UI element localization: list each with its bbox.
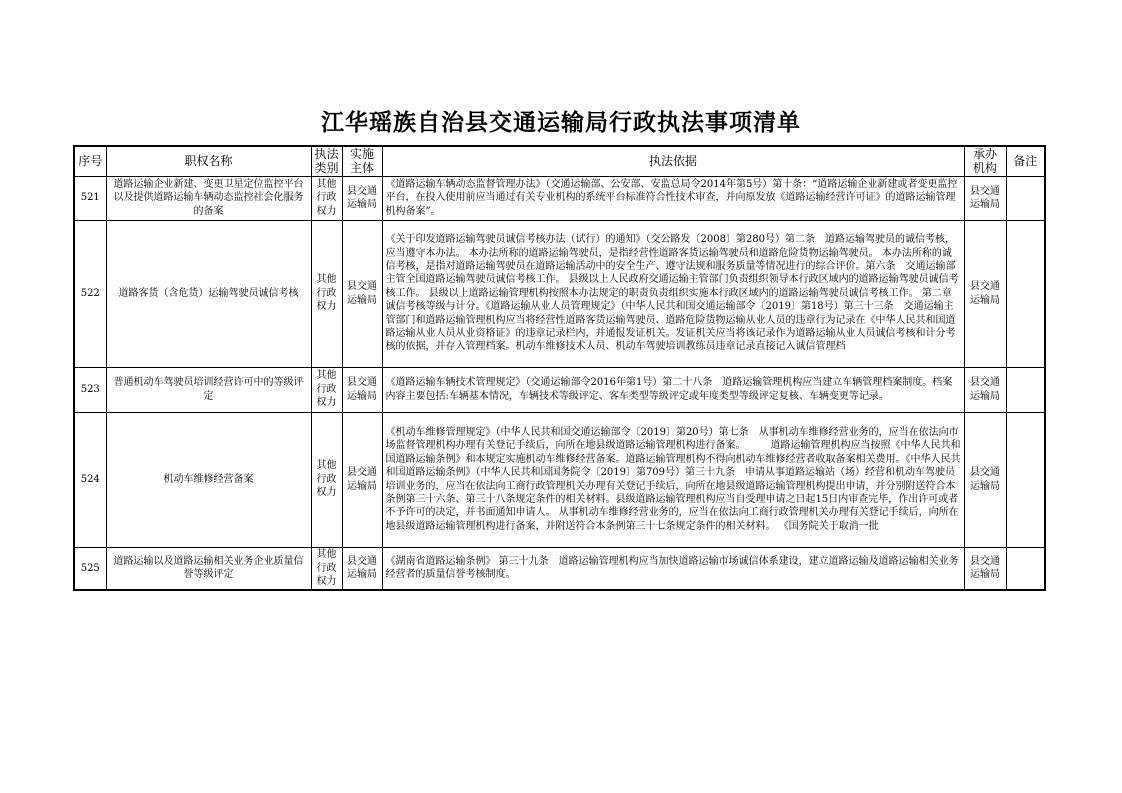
row-remark [1006, 367, 1045, 412]
row-index: 521 [74, 176, 106, 220]
row-name: 道路客货（含危货）运输驾驶员诚信考核 [106, 220, 311, 367]
header-row [74, 146, 1045, 176]
row-subject: 县交通运输局 [342, 220, 382, 367]
header-category: 执法类别 [311, 146, 342, 176]
header-subject: 实施主体 [342, 146, 382, 176]
row-subject: 县交通运输局 [342, 412, 382, 547]
table-row [74, 176, 1045, 220]
row-name: 道路运输企业新建、变更卫星定位监控平台以及提供道路运输车辆动态监控社会化服务的备案 [106, 176, 311, 220]
header-agency: 承办机构 [964, 146, 1006, 176]
table-row [74, 412, 1045, 547]
row-remark [1006, 176, 1045, 220]
header-remark: 备注 [1006, 146, 1045, 176]
row-basis [382, 176, 964, 220]
row-agency: 县交通运输局 [964, 412, 1006, 547]
row-category: 其他行政权力 [311, 367, 342, 412]
row-name: 道路运输以及道路运输相关业务企业质量信誉等级评定 [106, 547, 311, 590]
row-basis-text: 《关于印发道路运输驾驶员诚信考核办法（试行）的通知》（交公路发〔2008〕第280号）第二条 道路运输驾驶员的诚信考核，应当遵守本办法。 本办法所称的道路运输驾驶员，是指经营性道路客货运输驾驶员和道路危险货物运输驾驶员。 本办法所称的诚信考核，是指对道路运输驾驶员在道路运输活动中的安全生产、遵守法规和服务质量等情况进行的综合评价。第六条 交通运输部主管全国道路运输驾驶员诚信考核工作。 县级以上人民政府交通运输主管部门负责组织领导本行政区域内的道路运输驾驶员诚信考核工作。 县级以上道路运输管理机构按照本办法规定的职责负责组织实施本行政区域内的道路运输驾驶员诚信考核工作。 第二章诚信考核等级与计分。《道路运输从业人员管理规定》（中华人民共和国交通运输部令〔2019〕第18号）第三十三条 交通运输主管部门和道路运输管理机构应当将经营性道路客货运输驾驶员、道路危险货物运输从业人员的违章行为记录在《中华人民共和国道路运输从业人员从业资格证》的违章记录栏内，并通报发证机关。发证机关应当将该记录作为道路运输从业人员诚信考核和计分考核的依据，并存入管理档案。机动车维修技术人员、机动车驾驶培训教练员违章记录直接记入诚信管理档 [385, 234, 959, 353]
row-basis-text: 《机动车维修管理规定》（中华人民共和国交通运输部令〔2019〕第20号）第七条 从事机动车维修经营业务的，应当在依法向市场监督管理机构办理有关登记手续后，向所在地县级道路运输管理机构进行备案。 道路运输管理机构应当按照《中华人民共和国道路运输条例》和本规定实施机动车维修经营备案。道路运输管理机构不得向机动车维修经营者收取备案相关费用。《中华人民共和国道路运输条例》（中华人民共和国国务院令〔2019〕第709号）第三十九条 申请从事道路运输站（场）经营和机动车驾驶员培训业务的，应当在依法向工商行政管理机关办理有关登记手续后，向所在地县级道路运输管理机构提出申请，并分别附送符合本条例第三十六条、第三十八条规定条件的相关材料。县级道路运输管理机构应当自受理申请之日起15日内审查完毕，作出许可或者不予许可的决定，并书面通知申请人。 从事机动车维修经营业务的，应当在依法向工商行政管理机关办理有关登记手续后，向所在地县级道路运输管理机构进行备案，并附送符合本条例第三十七条规定条件的相关材料。 《国务院关于取消一批 [385, 426, 961, 532]
table-row [74, 220, 1045, 367]
row-remark [1006, 547, 1045, 590]
header-index: 序号 [74, 146, 106, 176]
row-basis-text: 《湖南省道路运输条例》 第三十九条 道路运输管理机构应当加快道路运输市场诚信体系建设，建立道路运输及道路运输相关业务经营者的质量信誉考核制度。 [385, 555, 959, 581]
row-agency: 县交通运输局 [964, 176, 1006, 220]
row-index: 523 [74, 367, 106, 412]
row-agency: 县交通运输局 [964, 220, 1006, 367]
row-index: 524 [74, 412, 106, 547]
enforcement-table [73, 145, 1046, 591]
row-name: 普通机动车驾驶员培训经营许可中的等级评定 [106, 367, 311, 412]
header-basis: 执法依据 [382, 146, 964, 176]
row-remark [1006, 220, 1045, 367]
header-name: 职权名称 [106, 146, 311, 176]
row-basis [382, 547, 964, 590]
row-category: 其他行政权力 [311, 176, 342, 220]
row-index: 522 [74, 220, 106, 367]
row-category: 其他行政权力 [311, 412, 342, 547]
row-basis-text: 《道路运输车辆动态监督管理办法》（交通运输部、公安部、安监总局令2014年第5号）第十条：“道路运输企业新建或者变更监控平台，在投入使用前应当通过有关专业机构的系统平台标准符合性技术审查，并向原发放《道路运输经营许可证》的道路运输管理机构备案”。 [385, 178, 958, 217]
row-agency: 县交通运输局 [964, 547, 1006, 590]
row-subject: 县交通运输局 [342, 547, 382, 590]
row-name: 机动车维修经营备案 [106, 412, 311, 547]
row-remark [1006, 412, 1045, 547]
row-basis-text: 《道路运输车辆技术管理规定》（交通运输部令2016年第1号）第二十八条 道路运输管理机构应当建立车辆管理档案制度。档案内容主要包括:车辆基本情况，车辆技术等级评定、客车类型等级评定或年度类型等级评定复核、车辆变更等记录。 [385, 377, 953, 402]
table-row [74, 547, 1045, 590]
row-basis [382, 220, 964, 367]
row-agency: 县交通运输局 [964, 367, 1006, 412]
row-category: 其他行政权力 [311, 220, 342, 367]
page-title: 江华瑶族自治县交通运输局行政执法事项清单 [321, 109, 801, 136]
row-basis [382, 367, 964, 412]
table-row [74, 367, 1045, 412]
row-subject: 县交通运输局 [342, 176, 382, 220]
row-subject: 县交通运输局 [342, 367, 382, 412]
row-basis [382, 412, 964, 547]
row-index: 525 [74, 547, 106, 590]
row-category: 其他行政权力 [311, 547, 342, 590]
